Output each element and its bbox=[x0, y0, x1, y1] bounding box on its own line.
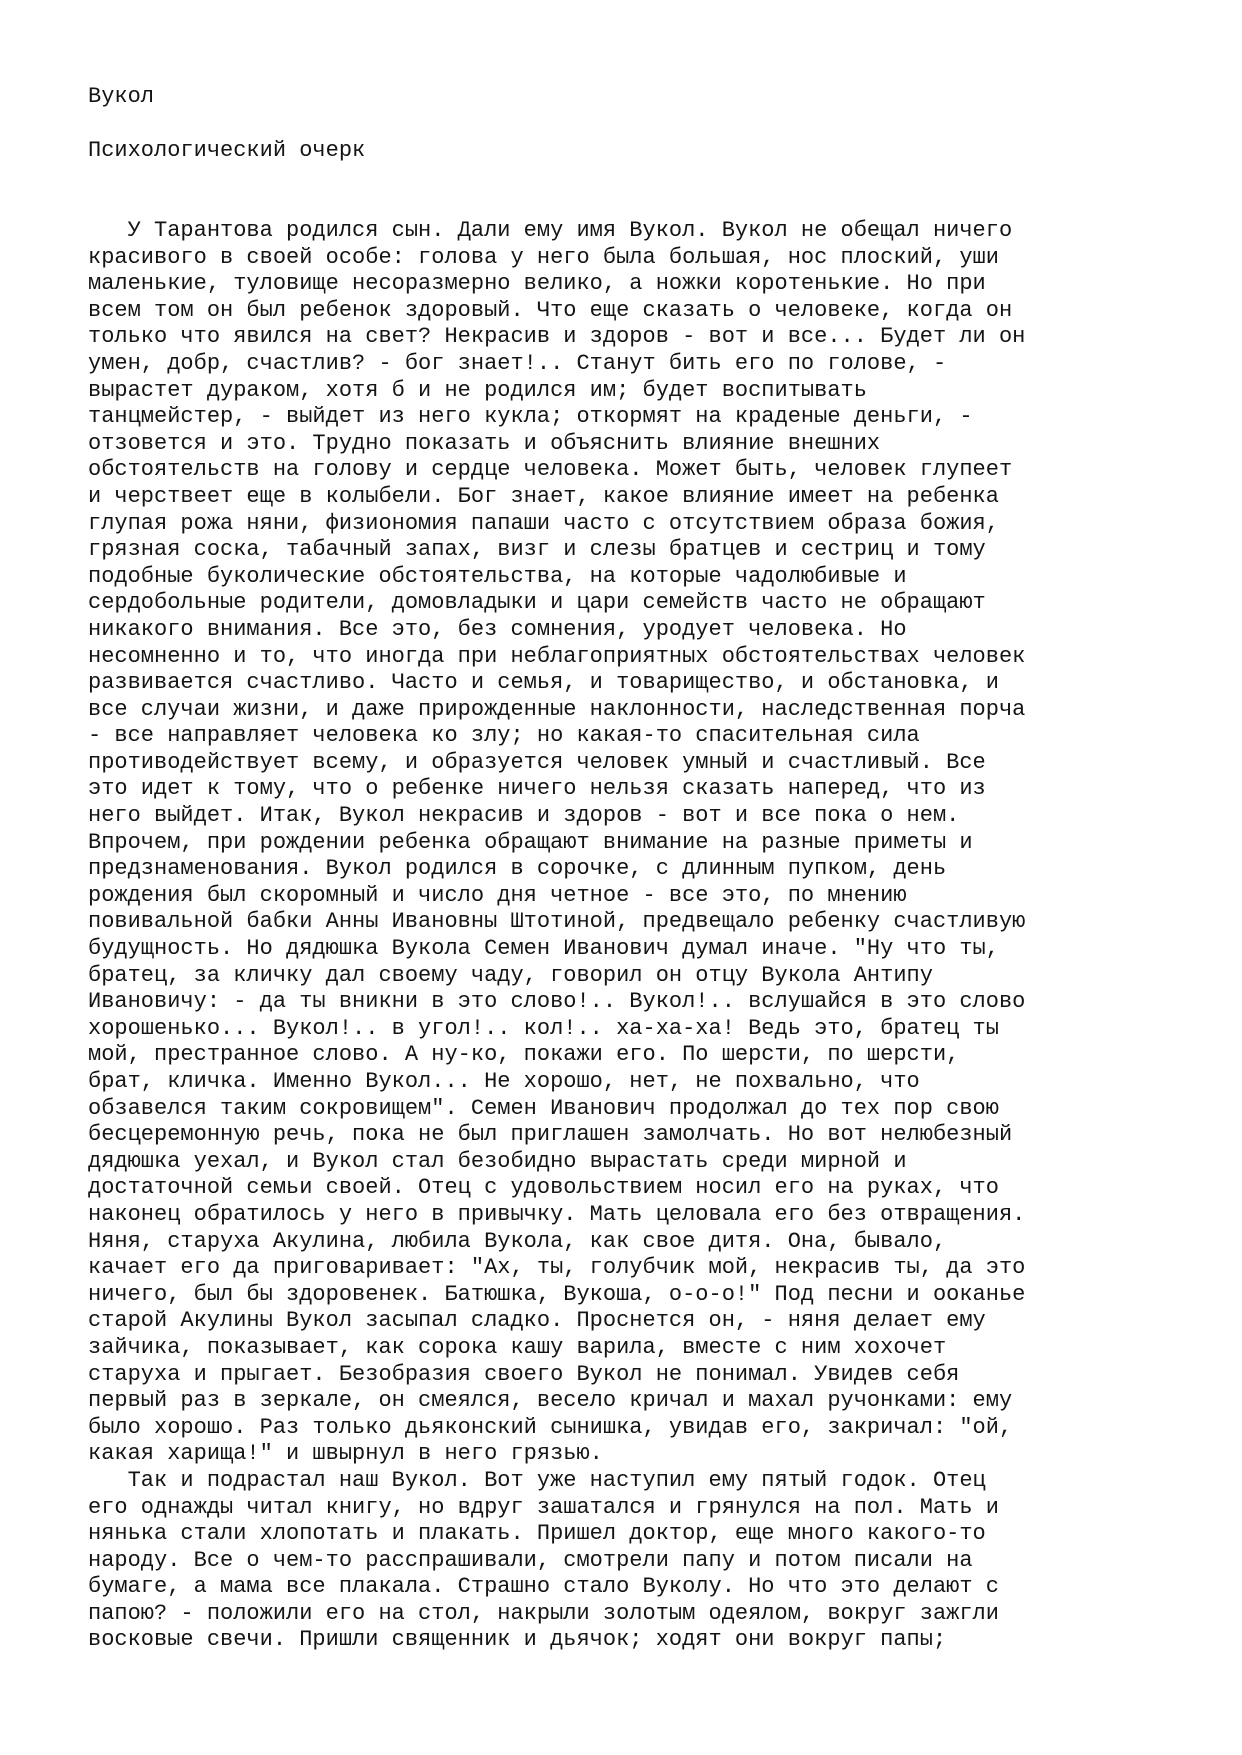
text-line: повивальной бабки Анны Ивановны Штотиной, предвещало ребенку счастливую bbox=[88, 909, 1026, 935]
text-line: народу. Все о чем-то расспрашивали, смотрели папу и потом писали на bbox=[88, 1547, 973, 1573]
text-line: брат, кличка. Именно Вукол... Не хорошо, нет, не похвально, что bbox=[88, 1069, 920, 1094]
text-line: обстоятельств на голову и сердце человека. Может быть, человек глупеет bbox=[88, 457, 1013, 483]
text-line: Впрочем, при рождении ребенка обращают внимание на разные приметы и bbox=[88, 829, 973, 855]
text-line: и черствеет еще в колыбели. Бог знает, какое влияние имеет на ребенка bbox=[88, 483, 999, 509]
text-line: зайчика, показывает, как сорока кашу варила, вместе с ним хохочет bbox=[88, 1334, 947, 1360]
text-line: наконец обратилось у него в привычку. Мать целовала его без отвращения. bbox=[88, 1201, 1026, 1227]
text-line: несомненно и то, что иногда при неблагоприятных обстоятельствах человек bbox=[88, 643, 1026, 669]
text-line: хорошенько... Вукол!.. в угол!.. кол!.. ха-ха-ха! Ведь это, братец ты bbox=[88, 1015, 999, 1041]
document-title: Вукол bbox=[88, 84, 155, 109]
text-line: мой, престранное слово. А ну-ко, покажи его. По шерсти, по шерсти, bbox=[88, 1042, 960, 1068]
text-line: него выйдет. Итак, Вукол некрасив и здоров - вот и все пока о нем. bbox=[88, 803, 960, 829]
text-line: предзнаменования. Вукол родился в сорочке, с длинным пупком, день bbox=[88, 856, 947, 882]
text-line: Ивановичу: - да ты вникни в это слово!.. Вукол!.. вслушайся в это слово bbox=[88, 989, 1026, 1015]
text-line: рождения был скоромный и число дня четное - все это, по мнению bbox=[88, 882, 907, 908]
text-line: вырастет дураком, хотя б и не родился им; будет воспитывать bbox=[88, 377, 867, 403]
text-line: это идет к тому, что о ребенке ничего нельзя сказать наперед, что из bbox=[88, 776, 986, 802]
text-line: первый раз в зеркале, он смеялся, весело кричал и махал ручонками: ему bbox=[88, 1388, 1013, 1414]
document-body bbox=[88, 218, 1025, 1654]
text-line: старуха и прыгает. Безобразия своего Вукол не понимал. Увидев себя bbox=[88, 1361, 960, 1387]
text-line: маленькие, туловище несоразмерно велико, а ножки коротенькие. Но при bbox=[88, 271, 986, 297]
text-line: будущность. Но дядюшка Вукола Семен Иванович думал иначе. "Ну что ты, bbox=[88, 936, 999, 962]
text-line: Няня, старуха Акулина, любила Вукола, как свое дитя. Она, бывало, bbox=[88, 1228, 947, 1254]
text-line: папою? - положили его на стол, накрыли золотым одеялом, вокруг зажгли bbox=[88, 1600, 999, 1626]
text-line: было хорошо. Раз только дьяконский сынишка, увидав его, закричал: "ой, bbox=[88, 1414, 1013, 1440]
text-line: дядюшка уехал, и Вукол стал безобидно вырастать среди мирной и bbox=[88, 1148, 907, 1174]
text-line: достаточной семьи своей. Отец с удовольствием носил его на руках, что bbox=[88, 1175, 999, 1201]
text-line: никакого внимания. Все это, без сомнения, уродует человека. Но bbox=[88, 616, 907, 642]
text-line: глупая рожа няни, физиономия папаши часто с отсутствием образа божия, bbox=[88, 510, 999, 536]
text-line: только что явился на свет? Некрасив и здоров - вот и все... Будет ли он bbox=[88, 324, 1026, 350]
text-line: всем том он был ребенок здоровый. Что еще сказать о человеке, когда он bbox=[88, 297, 1013, 323]
document-subtitle: Психологический очерк bbox=[88, 138, 366, 163]
text-line: братец, за кличку дал своему чаду, говорил он отцу Вукола Антипу bbox=[88, 962, 933, 988]
text-line: его однажды читал книгу, но вдруг зашатался и грянулся на пол. Мать и bbox=[88, 1494, 999, 1520]
text-line: восковые свечи. Пришли священник и дьячок; ходят они вокруг папы; bbox=[88, 1627, 947, 1653]
text-line: противодействует всему, и образуется человек умный и счастливый. Все bbox=[88, 749, 986, 775]
text-line: красивого в своей особе: голова у него была большая, нос плоский, уши bbox=[88, 244, 999, 270]
text-line: бесцеремонную речь, пока не был приглашен замолчать. Но вот нелюбезный bbox=[88, 1122, 1013, 1148]
text-line: подобные буколические обстоятельства, на которые чадолюбивые и bbox=[88, 563, 907, 589]
text-line: сердобольные родители, домовладыки и цари семейств часто не обращают bbox=[88, 590, 986, 616]
text-line: - все направляет человека ко злу; но какая-то спасительная сила bbox=[88, 723, 920, 749]
text-line: развивается счастливо. Часто и семья, и товарищество, и обстановка, и bbox=[88, 670, 999, 696]
text-line: какая харища!" и швырнул в него грязью. bbox=[88, 1441, 603, 1467]
text-line: бумаге, а мама все плакала. Страшно стало Вуколу. Но что это делают с bbox=[88, 1574, 999, 1600]
text-line: грязная соска, табачный запах, визг и слезы братцев и сестриц и тому bbox=[88, 537, 986, 563]
text-line: качает его да приговаривает: "Ах, ты, голубчик мой, некрасив ты, да это bbox=[88, 1255, 1026, 1281]
text-line: умен, добр, счастлив? - бог знает!.. Станут бить его по голове, - bbox=[88, 350, 947, 376]
text-line: отзовется и это. Трудно показать и объяснить влияние внешних bbox=[88, 430, 881, 456]
text-line: У Тарантова родился сын. Дали ему имя Вукол. Вукол не обещал ничего bbox=[88, 218, 1013, 243]
text-line: танцмейстер, - выйдет из него кукла; откормят на краденые деньги, - bbox=[88, 404, 973, 430]
text-line: Так и подрастал наш Вукол. Вот уже наступил ему пятый годок. Отец bbox=[88, 1467, 986, 1493]
text-line: ничего, был бы здоровенек. Батюшка, Вукоша, о-о-о!" Под песни и ооканье bbox=[88, 1281, 1026, 1307]
text-line: старой Акулины Вукол засыпал сладко. Проснется он, - няня делает ему bbox=[88, 1308, 986, 1334]
text-line: все случаи жизни, и даже прирожденные наклонности, наследственная порча bbox=[88, 696, 1026, 722]
text-line: обзавелся таким сокровищем". Семен Иванович продолжал до тех пор свою bbox=[88, 1095, 999, 1121]
text-line: нянька стали хлопотать и плакать. Пришел доктор, еще много какого-то bbox=[88, 1521, 986, 1547]
